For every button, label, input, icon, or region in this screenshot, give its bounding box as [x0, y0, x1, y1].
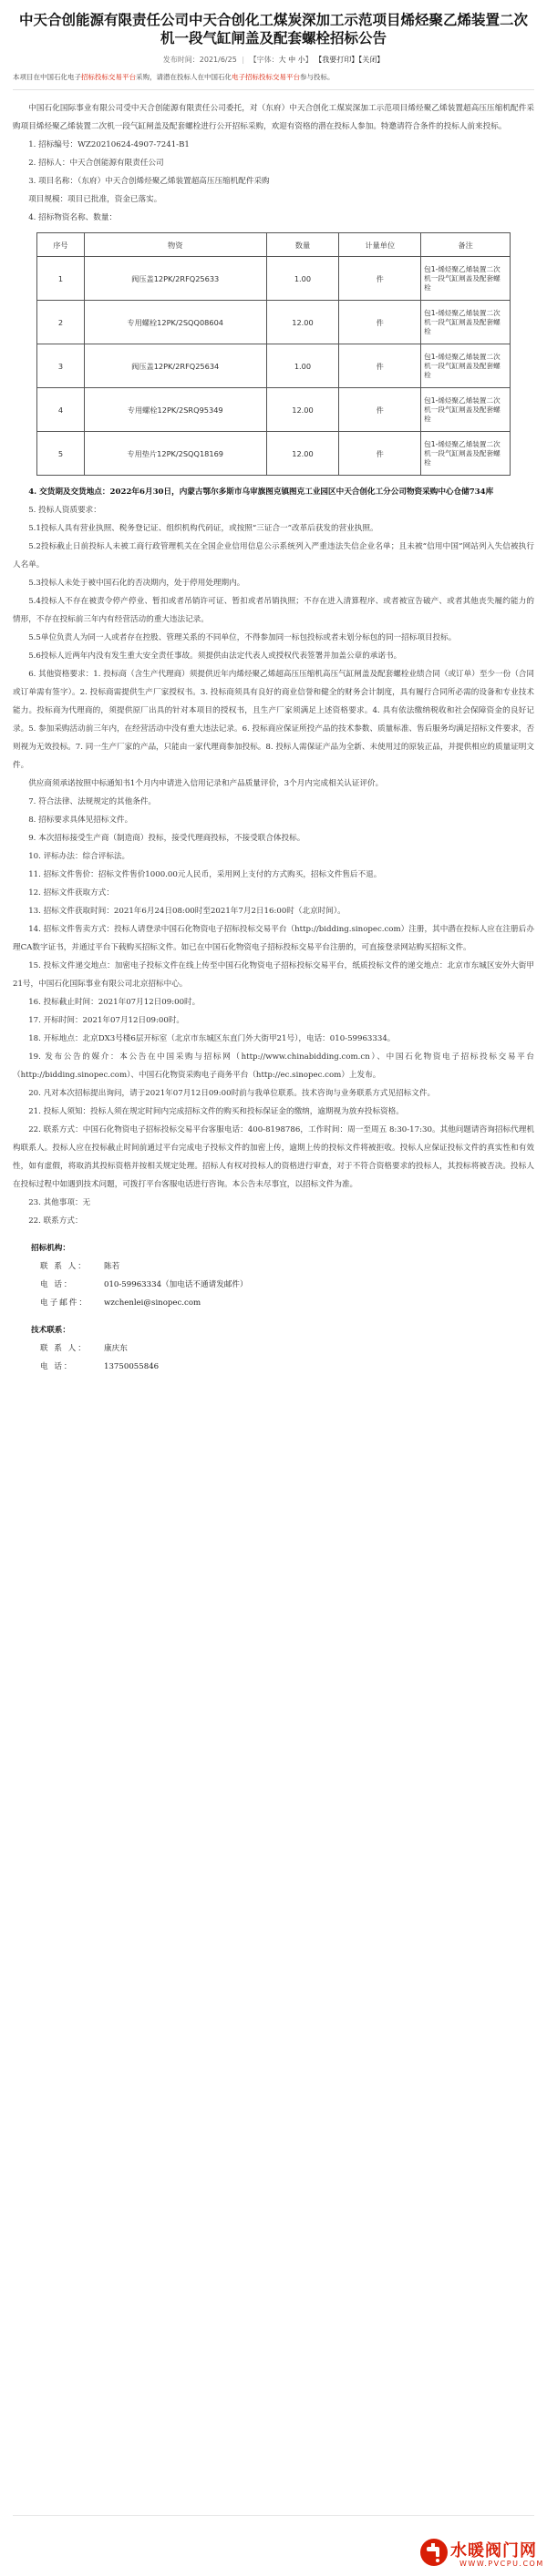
qualification-heading: 5. 投标人资质要求：	[28, 506, 101, 515]
qualification-5-2: 5.2投标截止日前投标人未被工商行政管理机关在全国企业信用信息公示系统列入严重违法失信企业名单；且未被“信用中国”网站列入失信被执行人名单。	[13, 542, 534, 570]
platform-link-2[interactable]: 电子招标投标交易平台	[232, 73, 300, 81]
section-15: 15. 投标文件递交地点：加密电子投标文件在线上传至中国石化物资电子招标投标交易平台，纸质投标文件的递交地点：北京市东城区安外大街甲21号，中国石化国际事业有限公司北京招标中心。	[13, 961, 534, 989]
platform-link[interactable]: 招标投标交易平台	[81, 73, 136, 81]
section-19: 19. 发布公告的媒介：本公告在中国采购与招标网（http://www.chinabidding.com.cn）、中国石化物资电子招标投标交易平台（http://bidding.sinopec.com）、中国石化物资采购电子商务平台（http://ec.sinopec.com）上发布。	[13, 1052, 534, 1080]
article-meta: 发布时间：2021/6/25 | 【字体：大 中 小】 【我要打印】【关闭】	[162, 56, 385, 64]
section-21: 21. 投标人须知：投标人须在规定时间内完成招标文件的购买和投标保证金的缴纳，逾期视为放弃投标资格。	[28, 1107, 404, 1116]
col-note: 备注	[421, 233, 511, 257]
table-row: 1 阀压盖12PK/2RFQ25633 1.00 件 包1-烯烃聚乙烯装置二次机一段气缸闸盖及配套螺栓	[37, 257, 511, 301]
section-10: 10. 评标办法：综合评标法。	[28, 852, 130, 861]
qualification-5-3: 5.3投标人未处于被中国石化的否决期内，处于停用处理期内。	[28, 579, 245, 588]
section-7: 7. 符合法律、法规规定的其他条件。	[28, 797, 157, 806]
logo-name: 水暖阀门网	[450, 2541, 537, 2561]
font-small-link[interactable]: 小	[297, 56, 305, 64]
section-18: 18. 开标地点：北京DX3号楼6层开标室（北京市东城区东直门外大街甲21号），电话：010-59963334。	[28, 1034, 396, 1043]
article-body	[13, 99, 534, 1230]
close-link[interactable]: 【关闭】	[358, 56, 385, 64]
section-8: 8. 招标要求具体见招标文件。	[28, 816, 133, 825]
section-14: 14. 招标文件售卖方式：投标人请登录中国石化物资电子招标投标交易平台（http://bidding.sinopec.com）注册，其中潜在投标人应在注册后办理CA数字证书，并通过平台下载购买招标文件。如已在中国石化物资电子招标投标交易平台注册的，可直接登录网站购买招标文件。	[13, 925, 534, 952]
tech-person-row: 联 系 人： 康庆东	[40, 1344, 128, 1353]
table-row: 5 专用垫片12PK/2SQQ18169 12.00 件 包1-烯烃聚乙烯装置二次机一段气缸闸盖及配套螺栓	[37, 432, 511, 476]
email-link[interactable]: wzchenlei@sinopec.com	[104, 1298, 201, 1308]
table-row: 2 专用螺栓12PK/2SQQ08604 12.00 件 包1-烯烃聚乙烯装置二次机一段气缸闸盖及配套螺栓	[37, 301, 511, 344]
tech-phone-row: 电 话： 13750055846	[40, 1362, 160, 1371]
font-medium-link[interactable]: 中	[288, 56, 296, 64]
publish-date: 发布时间：2021/6/25	[162, 56, 237, 64]
table-header-row	[37, 233, 511, 257]
section-13: 13. 招标文件获取时间：2021年6月24日08:00时至2021年7月2日16:00时（北京时间）。	[28, 907, 346, 916]
goods-table	[36, 232, 511, 476]
bid-number: 1. 招标编号：WZ20210624-4907-7241-B1	[28, 140, 190, 149]
section-17: 17. 开标时间：2021年07月12日09:00时。	[28, 1016, 185, 1025]
col-qty: 数量	[266, 233, 339, 257]
print-link[interactable]: 【我要打印】	[315, 56, 359, 64]
footer-divider	[13, 2515, 534, 2516]
table-row: 3 阀压盖12PK/2RFQ25634 1.00 件 包1-烯烃聚乙烯装置二次机一段气缸闸盖及配套螺栓	[37, 344, 511, 388]
faucet-icon	[419, 2538, 449, 2567]
delivery-info: 4. 交货期及交货地点：2022年6月30日，内蒙古鄂尔多斯市乌审旗图克镇图克工业园区中天合创化工分公司物资采购中心仓储734库	[28, 487, 494, 497]
section-9: 9. 本次招标接受生产商（制造商）投标，接受代理商投标，不接受联合体投标。	[28, 834, 305, 843]
project-name: 3. 项目名称：（东府）中天合创烯烃聚乙烯装置超高压压缩机配件采购	[28, 177, 270, 186]
col-unit: 计量单位	[339, 233, 421, 257]
phone-row: 电 话： 010-59963334（加电话不通请发邮件）	[40, 1280, 248, 1289]
font-large-link[interactable]: 大	[278, 56, 286, 64]
agency-heading: 招标机构：	[31, 1244, 70, 1253]
col-no: 序号	[37, 233, 85, 257]
other-requirements-b: 供应商须承诺按照中标通知书1个月内申请进入信用记录和产品质量评价，3个月内完成相关认证评价。	[28, 779, 384, 788]
contact-block	[13, 1239, 534, 1376]
intro-paragraph: 中国石化国际事业有限公司受中天合创能源有限责任公司委托，对（东府）中天合创化工煤炭深加工示范项目烯烃聚乙烯装置超高压压缩机配件采购项目烯烃聚乙烯装置二次机一段气缸闸盖及配套螺栓进行公开招标采购，欢迎有资格的潜在投标人参加。特邀请符合条件的投标人前来投标。	[13, 104, 534, 131]
site-watermark-logo	[419, 2536, 544, 2572]
email-row: 电子邮件： wzchenlei@sinopec.com	[40, 1298, 201, 1308]
section-24: 22. 联系方式：	[28, 1216, 83, 1226]
table-row: 4 专用螺栓12PK/2SRQ95349 12.00 件 包1-烯烃聚乙烯装置二次机一段气缸闸盖及配套螺栓	[37, 388, 511, 432]
section-22: 22. 联系方式：中国石化物资电子招标投标交易平台客服电话：400-8198786，工作时间：周一至周五 8:30-17:30。其他问题请咨询招标代理机构联系人。投标人应在投标截止时间前通过平台完成电子投标文件的加密上传，逾期上传的投标文件将被拒收。投标人应保证投标文件的真实性和有效性，如有虚假，将取消其投标资格并按相关规定处理。招标人有权对投标人的资格进行审查，对于不符合资格要求的投标人，其投标将被否决。投标人在投标过程中如遇到技术问题，可拨打平台客服电话进行咨询。本公告未尽事宜，以招标文件为准。	[13, 1125, 534, 1189]
contact-person-row: 联 系 人： 陈若	[40, 1262, 120, 1271]
section-23: 23. 其他事项：无	[28, 1198, 91, 1207]
section-11: 11. 招标文件售价：招标文件售价1000.00元人民币，采用网上支付的方式购买，招标文件售后不退。	[28, 870, 382, 879]
qualification-5-4: 5.4投标人不存在被责令停产停业、暂扣或者吊销许可证、暂扣或者吊销执照；不存在进入清算程序、或者被宣告破产、或者其他丧失履约能力的情形，不存在投标前三年内有经营活动的重大违法记录。	[13, 597, 534, 624]
tenderer: 2. 招标人：中天合创能源有限责任公司	[28, 159, 164, 168]
font-size-label: 【字体：	[249, 56, 279, 64]
qualification-5-6: 5.6投标人近两年内没有发生重大安全责任事故。须提供由法定代表人或授权代表签署并加盖公章的承诺书。	[28, 652, 402, 661]
logo-url: WWW.PVCPU.COM	[459, 2560, 544, 2568]
project-scale: 项目规模：项目已批准，资金已落实。	[28, 195, 162, 204]
page-title: 中天合创能源有限责任公司中天合创化工煤炭深加工示范项目烯烃聚乙烯装置二次机一段气缸闸盖及配套螺栓招标公告	[18, 12, 528, 46]
section-20: 20. 凡对本次招标提出询问，请于2021年07月12日09:00时前与我单位联系。技术咨询与业务联系方式见招标文件。	[28, 1089, 436, 1098]
goods-heading: 4. 招标物资名称、数量：	[28, 213, 118, 222]
tech-heading: 技术联系：	[31, 1326, 70, 1335]
other-requirements: 6. 其他资格要求：1. 投标商（含生产代理商）须提供近年内烯烃聚乙烯超高压压缩机高压气缸闸盖及配套螺栓业绩合同（或订单）至少一份（合同或订单需有签字）。2. 投标商需提供生产厂家授权书。3. 投标商须具有良好的商业信誉和健全的财务会计制度，具有履行合同所必需的设备和专业技术能力。投标商为代理商的，须提供原厂出具的针对本项目的授权书，且生产厂家须满足上述资格要求。4. 具有依法缴纳税收和社会保障资金的良好记录。5. 参加采购活动前三年内，在经营活动中没有重大违法记录。6. 投标商应保证所投产品的技术参数、质量标准、售后服务均满足招标文件要求，否则视为无效投标。7. 同一生产厂家的产品，只能由一家代理商参加投标。8. 投标人需保证产品为全新、未使用过的原装正品，并提供相应的质量证明文件。	[13, 670, 534, 770]
qualification-5-1: 5.1投标人具有营业执照、税务登记证、组织机构代码证，或按照“三证合一”改革后获发的营业执照。	[28, 524, 378, 533]
platform-notice: 本项目在中国石化电子招标投标交易平台采购，请潜在投标人在中国石化电子招标投标交易平台参与投标。	[13, 72, 534, 90]
col-goods: 物资	[84, 233, 266, 257]
qualification-5-5: 5.5单位负责人为同一人或者存在控股、管理关系的不同单位，不得参加同一标包投标或者未划分标包的同一招标项目投标。	[28, 633, 457, 642]
section-16: 16. 投标截止时间：2021年07月12日09:00时。	[28, 998, 201, 1007]
section-12: 12. 招标文件获取方式：	[28, 888, 114, 898]
